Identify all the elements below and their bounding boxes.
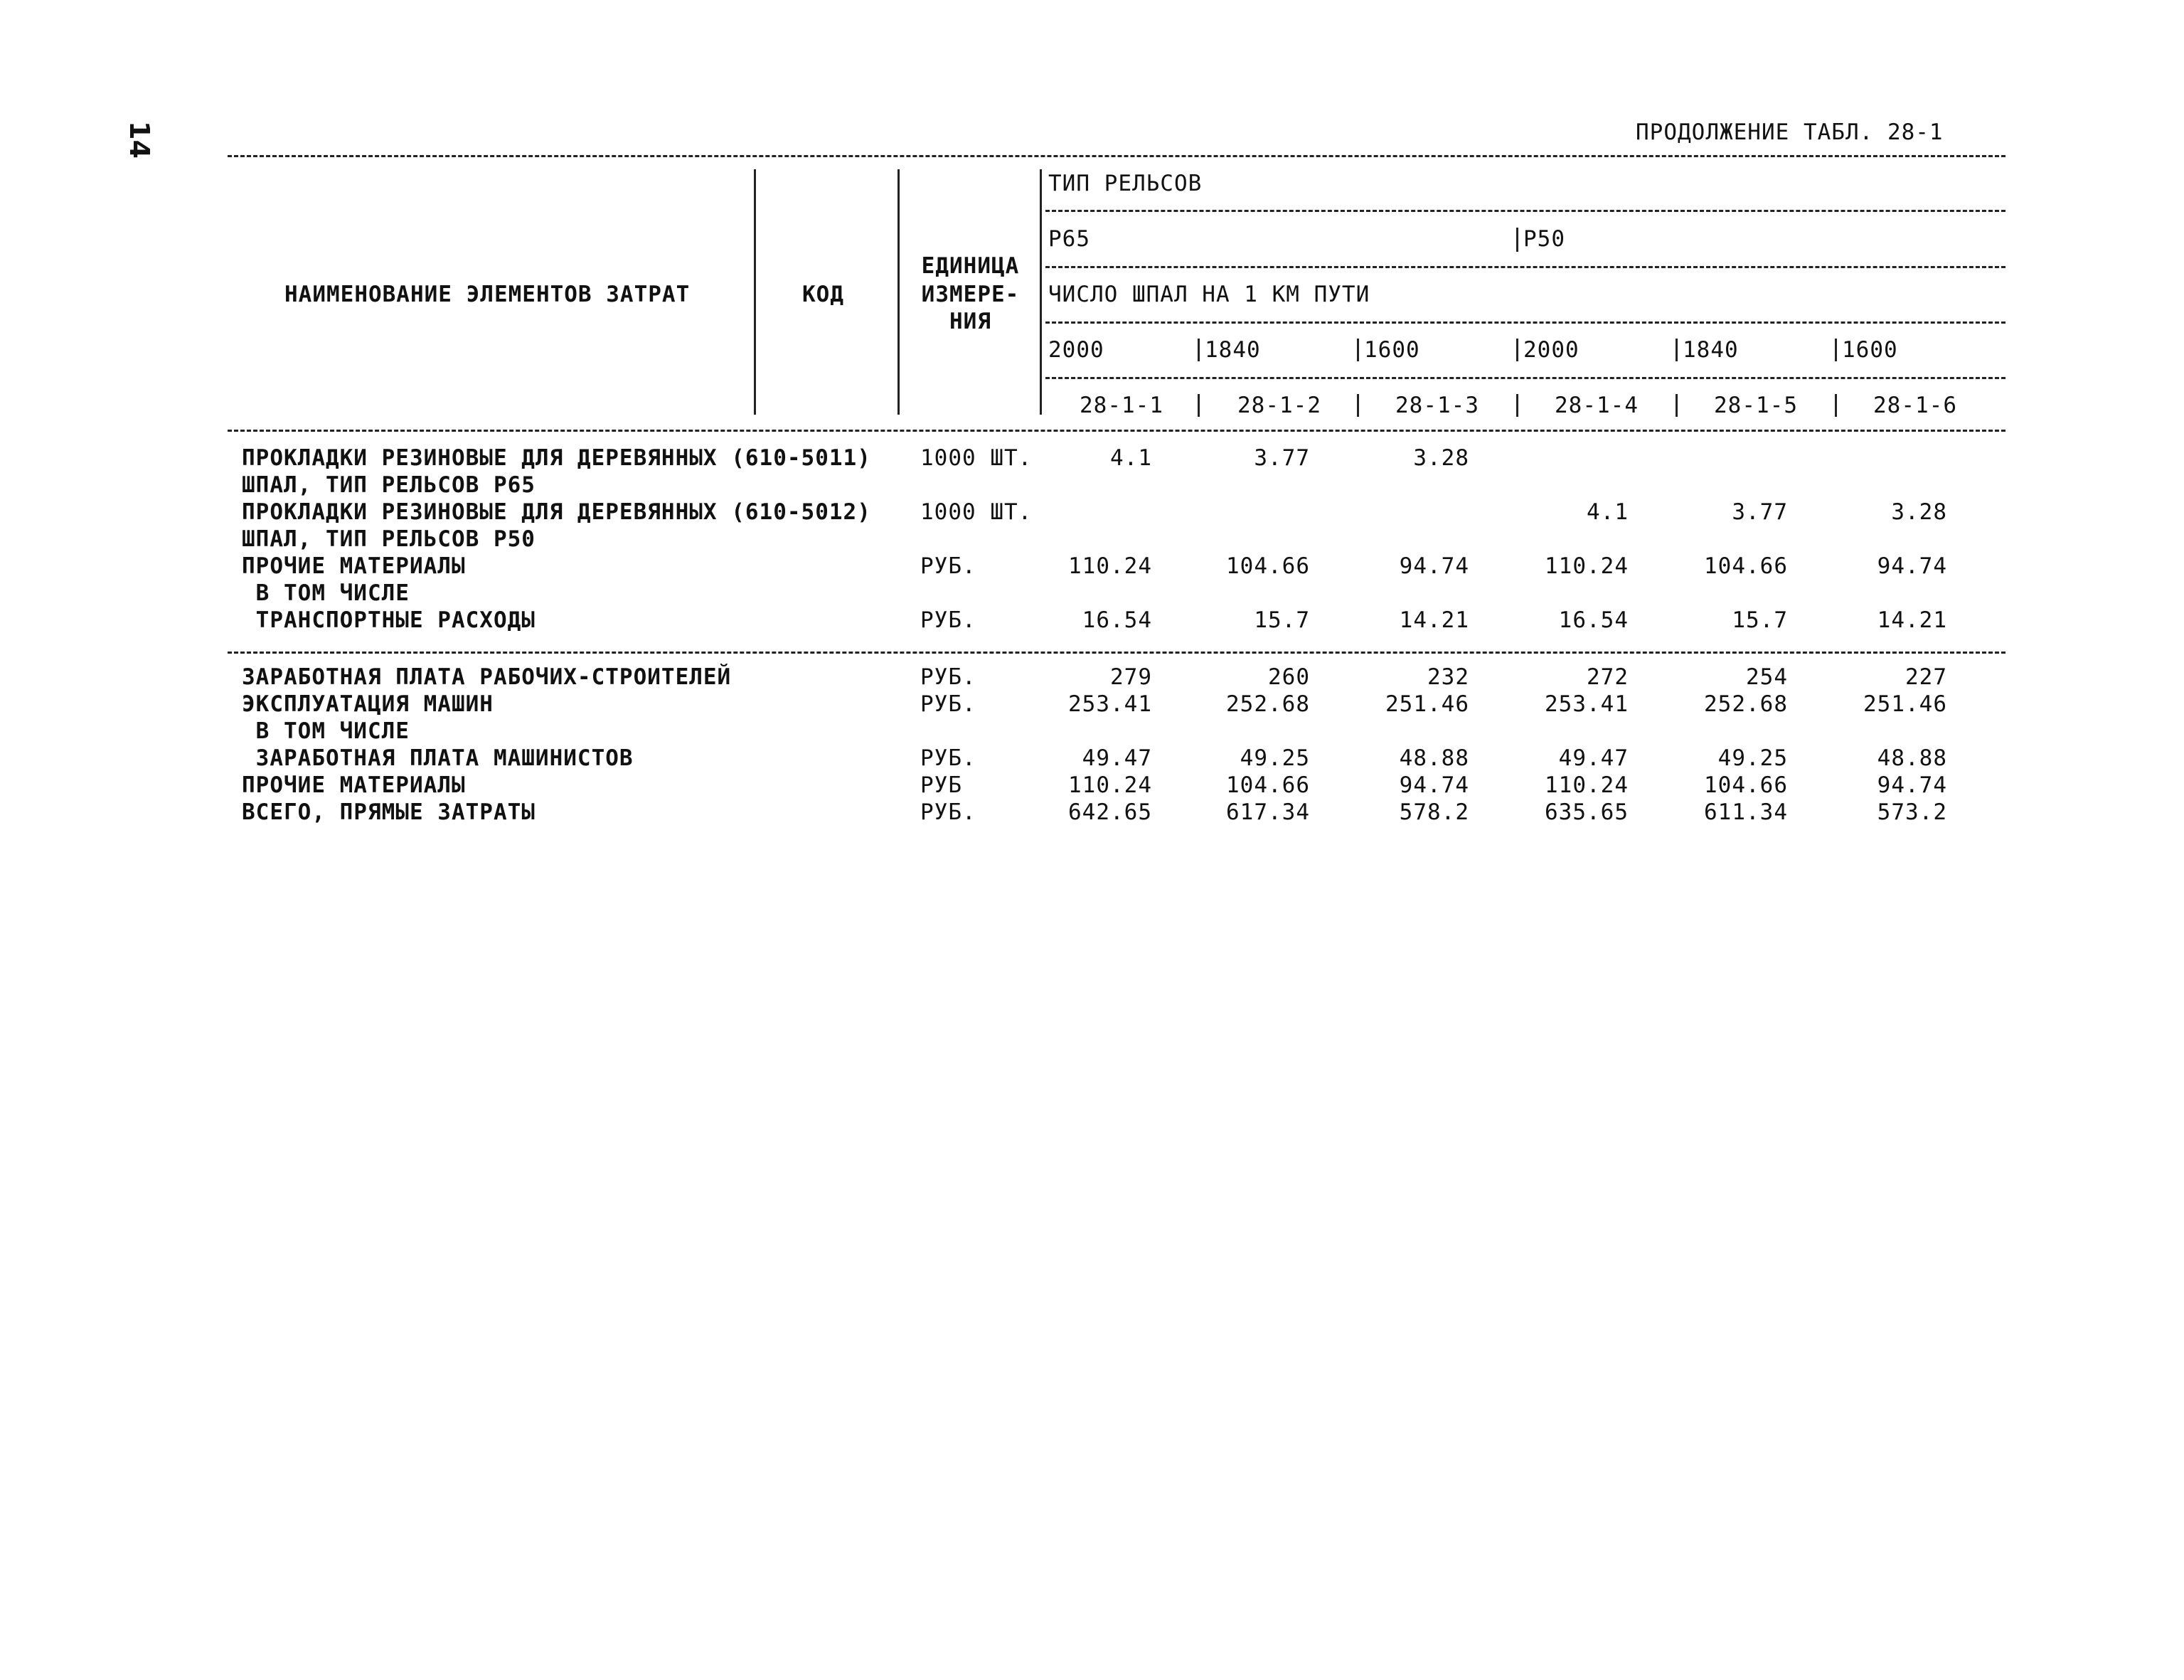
count-separator <box>1516 339 1518 361</box>
row-name: ЗАРАБОТНАЯ ПЛАТА РАБОЧИХ-СТРОИТЕЛЕЙ <box>242 664 732 690</box>
row-name: ЗАРАБОТНАЯ ПЛАТА МАШИНИСТОВ <box>242 745 634 771</box>
row-value-2: 617.34 <box>1226 799 1310 825</box>
header-bottom-rule <box>228 430 2005 432</box>
row-name: ПРОЧИЕ МАТЕРИАЛЫ <box>242 553 466 579</box>
header-code-2: 28-1-2 <box>1237 393 1321 418</box>
header-p50: Р50 <box>1523 226 1565 252</box>
code-separator <box>1676 394 1678 417</box>
row-value-1: 49.47 <box>1082 745 1152 771</box>
row-value-2: 15.7 <box>1254 607 1310 633</box>
separator-p50 <box>1516 228 1518 252</box>
header-rail-type: ТИП РЕЛЬСОВ <box>1048 171 1203 196</box>
separator-unit-data <box>1040 169 1042 415</box>
header-count-1: 2000 <box>1048 337 1104 363</box>
header-p65: Р65 <box>1048 226 1090 252</box>
row-value-1: 110.24 <box>1068 553 1152 579</box>
row-value-1: 16.54 <box>1082 607 1152 633</box>
row-value-3: 3.28 <box>1413 445 1469 471</box>
row-value-4: 16.54 <box>1558 607 1629 633</box>
row-name: В ТОМ ЧИСЛЕ <box>242 580 410 606</box>
count-separator <box>1676 339 1678 361</box>
row-value-6: 94.74 <box>1877 553 1947 579</box>
row-unit: РУБ. <box>920 664 976 690</box>
continuation-caption: ПРОДОЛЖЕНИЕ ТАБЛ. 28-1 <box>1636 119 1944 145</box>
row-value-5: 611.34 <box>1704 799 1788 825</box>
row-value-1: 279 <box>1110 664 1152 690</box>
row-value-5: 104.66 <box>1704 772 1788 798</box>
row-value-1: 4.1 <box>1110 445 1152 471</box>
row-value-2: 104.66 <box>1226 553 1310 579</box>
header-count-3: 1600 <box>1364 337 1420 363</box>
row-value-3: 14.21 <box>1399 607 1469 633</box>
row-value-3: 94.74 <box>1399 553 1469 579</box>
header-sleepers: ЧИСЛО ШПАЛ НА 1 КМ ПУТИ <box>1048 282 1370 307</box>
row-name: ШПАЛ, ТИП РЕЛЬСОВ Р50 <box>242 526 536 552</box>
row-value-2: 3.77 <box>1254 445 1310 471</box>
row-name: ТРАНСПОРТНЫЕ РАСХОДЫ <box>242 607 536 633</box>
row-value-2: 49.25 <box>1240 745 1310 771</box>
row-value-5: 15.7 <box>1732 607 1788 633</box>
header-code-3: 28-1-3 <box>1395 393 1479 418</box>
header-rule-3 <box>1045 321 2005 324</box>
row-value-3: 251.46 <box>1385 691 1469 717</box>
row-name: ПРОЧИЕ МАТЕРИАЛЫ <box>242 772 466 798</box>
row-unit: 1000 ШТ. <box>920 445 1033 471</box>
row-value-2: 260 <box>1268 664 1310 690</box>
row-unit: РУБ. <box>920 799 976 825</box>
code-separator <box>1516 394 1518 417</box>
count-separator <box>1357 339 1359 361</box>
row-value-5: 49.25 <box>1717 745 1788 771</box>
code-separator <box>1198 394 1200 417</box>
row-value-6: 3.28 <box>1891 499 1947 525</box>
header-rule-1 <box>1045 210 2005 212</box>
row-value-5: 252.68 <box>1704 691 1788 717</box>
section-rule <box>228 652 2005 654</box>
code-separator <box>1357 394 1359 417</box>
row-value-1: 110.24 <box>1068 772 1152 798</box>
row-name: ЭКСПЛУАТАЦИЯ МАШИН <box>242 691 494 717</box>
count-separator <box>1198 339 1200 361</box>
top-rule <box>228 155 2005 157</box>
row-value-6: 251.46 <box>1863 691 1947 717</box>
header-count-5: 1840 <box>1683 337 1739 363</box>
row-value-4: 253.41 <box>1545 691 1629 717</box>
row-value-4: 110.24 <box>1545 772 1629 798</box>
row-name: ШПАЛ, ТИП РЕЛЬСОВ Р65 <box>242 472 536 498</box>
row-value-2: 104.66 <box>1226 772 1310 798</box>
header-name-col: НАИМЕНОВАНИЕ ЭЛЕМЕНТОВ ЗАТРАТ <box>284 282 691 307</box>
row-name: ВСЕГО, ПРЯМЫЕ ЗАТРАТЫ <box>242 799 536 825</box>
header-unit-line3: НИЯ <box>949 309 991 334</box>
row-value-6: 94.74 <box>1877 772 1947 798</box>
row-name: В ТОМ ЧИСЛЕ <box>242 718 410 744</box>
header-code-6: 28-1-6 <box>1873 393 1957 418</box>
row-unit: 1000 ШТ. <box>920 499 1033 525</box>
code-separator <box>1835 394 1837 417</box>
row-name: ПРОКЛАДКИ РЕЗИНОВЫЕ ДЛЯ ДЕРЕВЯННЫХ (610-5012) <box>242 499 871 525</box>
row-value-6: 573.2 <box>1877 799 1947 825</box>
row-unit: РУБ. <box>920 745 976 771</box>
header-unit-line2: ИЗМЕРЕ- <box>921 282 1020 307</box>
row-value-1: 253.41 <box>1068 691 1152 717</box>
row-unit: РУБ <box>920 772 962 798</box>
row-value-4: 49.47 <box>1558 745 1629 771</box>
header-count-2: 1840 <box>1205 337 1261 363</box>
row-value-4: 4.1 <box>1587 499 1629 525</box>
header-count-4: 2000 <box>1523 337 1580 363</box>
header-count-6: 1600 <box>1842 337 1898 363</box>
header-code-1: 28-1-1 <box>1080 393 1163 418</box>
header-rule-2 <box>1045 266 2005 268</box>
row-value-4: 110.24 <box>1545 553 1629 579</box>
row-value-3: 48.88 <box>1399 745 1469 771</box>
row-value-1: 642.65 <box>1068 799 1152 825</box>
header-rule-4 <box>1045 377 2005 379</box>
header-code-5: 28-1-5 <box>1714 393 1798 418</box>
row-value-2: 252.68 <box>1226 691 1310 717</box>
row-unit: РУБ. <box>920 553 976 579</box>
row-unit: РУБ. <box>920 691 976 717</box>
row-unit: РУБ. <box>920 607 976 633</box>
row-value-6: 48.88 <box>1877 745 1947 771</box>
row-value-6: 227 <box>1905 664 1947 690</box>
separator-code-unit <box>897 169 900 415</box>
row-value-5: 104.66 <box>1704 553 1788 579</box>
row-value-6: 14.21 <box>1877 607 1947 633</box>
page-number: 14 <box>124 121 155 159</box>
header-code-col: КОД <box>802 282 844 307</box>
row-value-3: 232 <box>1427 664 1469 690</box>
header-unit-line1: ЕДИНИЦА <box>921 253 1020 279</box>
row-value-5: 254 <box>1746 664 1788 690</box>
row-value-3: 94.74 <box>1399 772 1469 798</box>
row-value-4: 272 <box>1587 664 1629 690</box>
count-separator <box>1835 339 1837 361</box>
row-value-3: 578.2 <box>1399 799 1469 825</box>
row-value-4: 635.65 <box>1545 799 1629 825</box>
separator-name-code <box>754 169 756 415</box>
row-value-5: 3.77 <box>1732 499 1788 525</box>
row-name: ПРОКЛАДКИ РЕЗИНОВЫЕ ДЛЯ ДЕРЕВЯННЫХ (610-5011) <box>242 445 871 471</box>
header-code-4: 28-1-4 <box>1555 393 1639 418</box>
